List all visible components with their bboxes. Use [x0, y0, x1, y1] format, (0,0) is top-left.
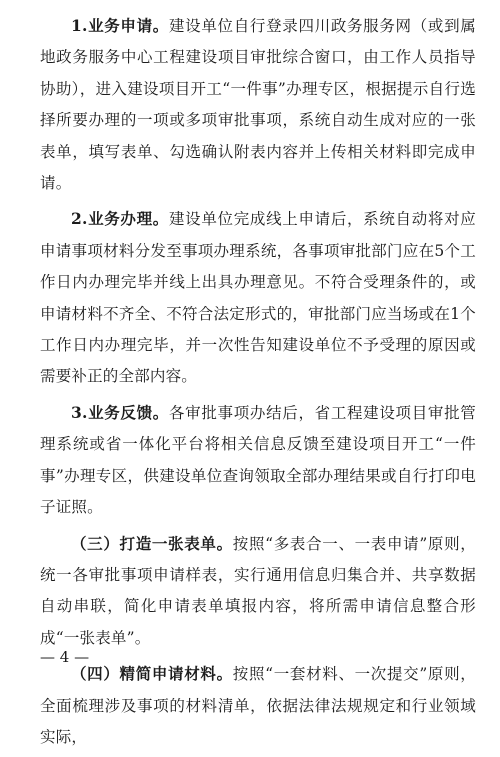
text-streamline-materials: 按照“一套材料、一次提交”原则，全面梳理涉及事项的材料清单，依据法律法规规定和行业领域实际，	[40, 665, 476, 746]
paragraph-business-handling	[40, 203, 476, 392]
text-single-form: 按照“多表合一、一表申请”原则，统一各审批事项申请样表，实行通用信息归集合并、共享数据自动串联，简化申请表单填报内容，将所需申请信息整合形成“一张表单”。	[40, 534, 476, 647]
heading-streamline-materials: （四）精简申请材料。	[71, 664, 233, 684]
paragraph-streamline-materials	[40, 658, 476, 753]
heading-single-form: （三）打造一张表单。	[71, 533, 233, 553]
paragraph-business-feedback	[40, 397, 476, 524]
page-number: — 4 —	[40, 648, 90, 666]
paragraph-single-form	[40, 528, 476, 655]
text-business-feedback: 各审批事项办结后，省工程建设项目审批管理系统或省一体化平台将相关信息反馈至建设项目开工“一件事”办理专区，供建设单位查询领取全部办理结果或自行打印电子证照。	[40, 403, 476, 517]
text-business-application: 建设单位自行登录四川政务服务网（或到属地政务服务中心工程建设项目审批综合窗口，由工作人员指导协助），进入建设项目开工“一件事”办理专区，根据提示自行选择所要办理的一项或多项审批事项，系统自动生成对应的一张表单，填写表单、勾选确认附表内容并上传相关材料即完成申请。	[40, 17, 476, 193]
document-body	[40, 10, 476, 757]
heading-business-feedback: 3.业务反馈。	[71, 402, 169, 422]
text-business-handling: 建设单位完成线上申请后，系统自动将对应申请事项材料分发至事项办理系统，各事项审批部门应在5个工作日内办理完毕并线上出具办理意见。不符合受理条件的，或申请材料不齐全、不符合法定形式的，审批部门应当场或在1个工作日内办理完毕，并一次性告知建设单位不予受理的原因或需要补正的全部内容。	[40, 210, 476, 386]
paragraph-business-application	[40, 10, 476, 199]
heading-business-application: 1.业务申请。	[71, 16, 169, 35]
heading-business-handling: 2.业务办理。	[71, 209, 169, 229]
